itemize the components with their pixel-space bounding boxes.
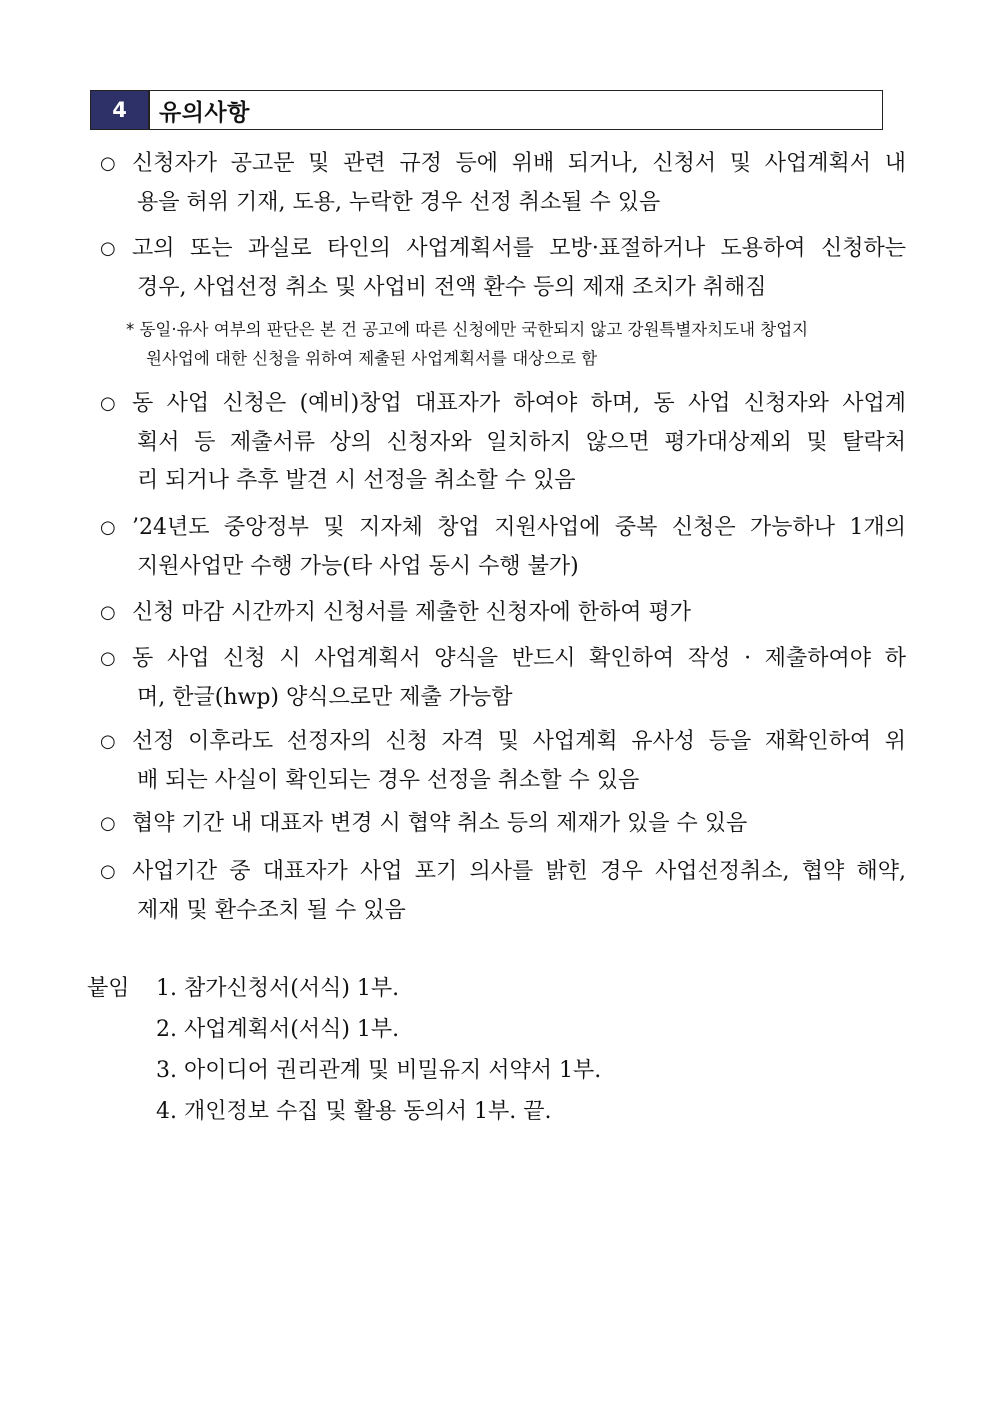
section-title: 유의사항: [148, 91, 882, 129]
item-line: ’24년도 중앙정부 및 지자체 창업 지원사업에 중복 신청은 가능하나 1개의: [132, 515, 906, 540]
item-line: 동 사업 신청 시 사업계획서 양식을 반드시 확인하여 작성 · 제출하여야 하: [132, 646, 906, 671]
item-line: 협약 기간 내 대표자 변경 시 협약 취소 등의 제재가 있을 수 있음: [132, 811, 748, 836]
bullet-circle-icon: ○: [100, 238, 116, 259]
attachment-item: 3. 아이디어 권리관계 및 비밀유지 서약서 1부.: [156, 1058, 602, 1083]
footnote-line: 원사업에 대한 신청을 위하여 제출된 사업계획서를 대상으로 함: [146, 349, 598, 368]
bullet-circle-icon: ○: [100, 648, 116, 669]
notice-item: [100, 230, 906, 307]
notice-item: [100, 594, 906, 633]
item-line: 며, 한글(hwp) 양식으로만 제출 가능함: [137, 684, 513, 710]
item-line: 획서 등 제출서류 상의 신청자와 일치하지 않으면 평가대상제외 및 탈락처: [137, 429, 906, 455]
notice-item: [100, 805, 906, 844]
attachment-item: 2. 사업계획서(서식) 1부.: [156, 1017, 400, 1042]
notice-item: [100, 385, 906, 501]
item-line: 배 되는 사실이 확인되는 경우 선정을 취소할 수 있음: [137, 767, 640, 793]
attachments-label: 붙임: [87, 976, 130, 1001]
item-line: 동 사업 신청은 (예비)창업 대표자가 하여야 하며, 동 사업 신청자와 사업계: [132, 391, 906, 416]
item-line: 고의 또는 과실로 타인의 사업계획서를 모방·표절하거나 도용하여 신청하는: [132, 236, 906, 261]
item-line: 경우, 사업선정 취소 및 사업비 전액 환수 등의 제재 조치가 취해짐: [137, 274, 767, 300]
footnote: [126, 315, 910, 373]
section-number: 4: [91, 91, 148, 129]
attachment-item: 1. 참가신청서(서식) 1부.: [156, 976, 400, 1001]
item-line: 신청 마감 시간까지 신청서를 제출한 신청자에 한하여 평가: [132, 600, 692, 625]
item-line: 선정 이후라도 선정자의 신청 자격 및 사업계획 유사성 등을 재확인하여 위: [132, 729, 906, 754]
notice-item: [100, 853, 906, 930]
item-line: 리 되거나 추후 발견 시 선정을 취소할 수 있음: [137, 468, 576, 493]
item-line: 지원사업만 수행 가능(타 사업 동시 수행 불가): [137, 553, 579, 579]
notice-item: [100, 723, 906, 800]
notice-item: [100, 145, 906, 222]
item-line: 신청자가 공고문 및 관련 규정 등에 위배 되거나, 신청서 및 사업계획서 내: [132, 151, 906, 176]
bullet-circle-icon: ○: [100, 602, 116, 623]
bullet-circle-icon: ○: [100, 393, 116, 414]
bullet-circle-icon: ○: [100, 517, 116, 538]
bullet-circle-icon: ○: [100, 153, 116, 174]
section-heading: [90, 90, 883, 130]
item-line: 제재 및 환수조치 될 수 있음: [137, 897, 406, 923]
notice-item: [100, 640, 906, 717]
footnote-line: * 동일·유사 여부의 판단은 본 건 공고에 따른 신청에만 국한되지 않고 강원특별자치도내 창업지: [126, 320, 809, 339]
attachment-item: 4. 개인정보 수집 및 활용 동의서 1부. 끝.: [156, 1099, 552, 1124]
bullet-circle-icon: ○: [100, 813, 116, 834]
item-line: 용을 허위 기재, 도용, 누락한 경우 선정 취소될 수 있음: [137, 189, 661, 215]
notice-item: [100, 509, 906, 586]
bullet-circle-icon: ○: [100, 861, 116, 882]
bullet-circle-icon: ○: [100, 731, 116, 752]
item-line: 사업기간 중 대표자가 사업 포기 의사를 밝힌 경우 사업선정취소, 협약 해약,: [132, 859, 906, 884]
